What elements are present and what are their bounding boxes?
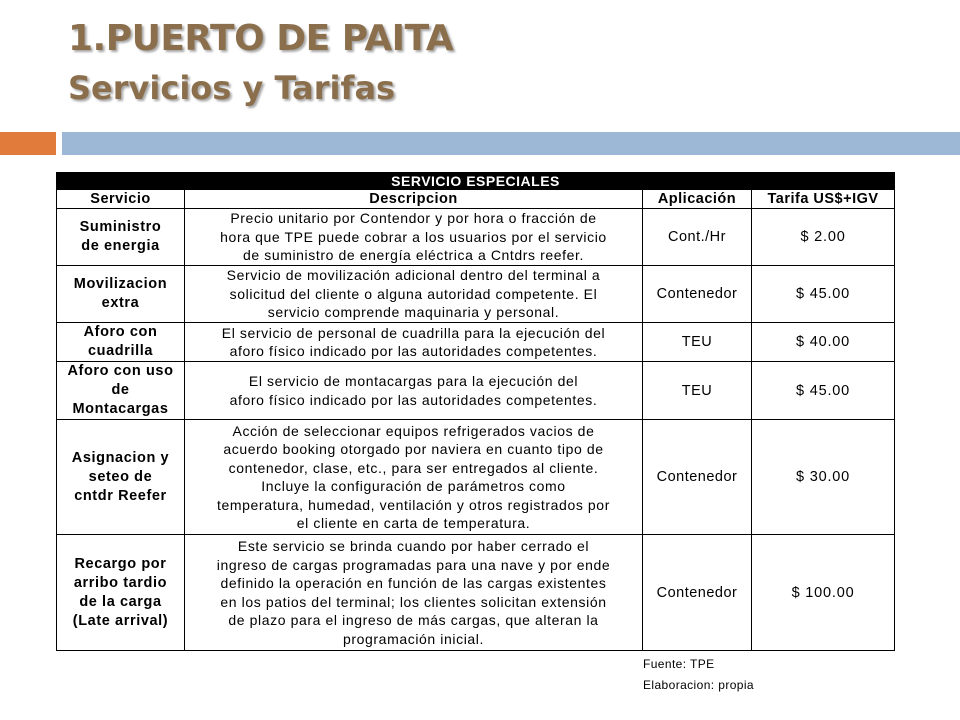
descripcion-line: temperatura, humedad, ventilación y otros registrados por: [217, 496, 610, 513]
servicio-line: de: [111, 382, 130, 398]
cell-servicio: [57, 362, 185, 420]
table-row: [57, 535, 895, 651]
cell-descripcion: [185, 420, 643, 535]
descripcion-line: el cliente en carta de temperatura.: [296, 515, 531, 531]
elaboration-note: Elaboracion: propia: [643, 678, 755, 692]
header-tarifa: Tarifa US$+IGV: [752, 190, 895, 209]
servicio-line: extra: [101, 295, 140, 311]
cell-descripcion: [185, 323, 643, 362]
cell-descripcion: [185, 535, 643, 651]
cell-descripcion: [185, 266, 643, 323]
cell-tarifa: $ 45.00: [752, 362, 895, 420]
header-servicio: Servicio: [57, 190, 185, 209]
descripcion-line: acuerdo booking otorgado por naviera en cuanto tipo de: [223, 441, 604, 457]
source-note: Fuente: TPE: [643, 657, 715, 671]
table-row: [57, 209, 895, 266]
table-row: [57, 266, 895, 323]
cell-tarifa: $ 30.00: [752, 420, 895, 535]
cell-servicio: [57, 420, 185, 535]
slide-title-line2: Servicios y Tarifas: [68, 69, 396, 107]
servicio-line: (Late arrival): [72, 612, 169, 629]
descripcion-line: definido la operación en función de las cargas existentes: [220, 575, 607, 591]
descripcion-line: Servicio de movilización adicional dentro del terminal a: [226, 267, 601, 284]
descripcion-line: Este servicio se brinda cuando por haber cerrado el: [237, 538, 590, 554]
cell-aplicacion: TEU: [643, 323, 752, 362]
cell-servicio: [57, 209, 185, 266]
descripcion-line: programación inicial.: [343, 630, 484, 647]
descripcion-line: en los patios del terminal; los clientes solicitan extensión: [220, 593, 607, 610]
servicio-line: Movilizacion: [73, 276, 168, 292]
descripcion-line: de suministro de energía eléctrica a Cntdrs reefer.: [242, 247, 585, 264]
title-divider-bar: [62, 132, 960, 155]
servicio-line: Recargo por: [74, 555, 167, 572]
servicio-line: Aforo con uso: [67, 363, 174, 379]
slide-title-line1: 1.PUERTO DE PAITA: [68, 18, 454, 59]
servicio-line: cntdr Reefer: [74, 487, 167, 504]
descripcion-line: hora que TPE puede cobrar a los usuarios por el servicio: [220, 228, 607, 245]
header-descripcion: Descripcion: [185, 190, 643, 209]
servicio-line: de la carga: [79, 593, 162, 610]
servicio-line: seteo de: [88, 468, 153, 485]
servicio-line: Aforo con: [83, 324, 158, 340]
cell-aplicacion: Contenedor: [643, 535, 752, 651]
descripcion-line: solicitud del cliente o alguna autoridad competente. El: [229, 285, 598, 302]
cell-descripcion: [185, 209, 643, 266]
descripcion-line: El servicio de personal de cuadrilla para la ejecución del: [221, 324, 606, 341]
cell-aplicacion: TEU: [643, 362, 752, 420]
descripcion-line: aforo físico indicado por las autoridades competentes.: [229, 343, 598, 359]
descripcion-line: de plazo para el ingreso de más cargas, que alteran la: [228, 612, 599, 628]
table-row: [57, 420, 895, 535]
header-aplicacion: Aplicación: [643, 190, 752, 209]
descripcion-line: ingreso de cargas programadas para una nave y por ende: [216, 556, 611, 573]
cell-servicio: [57, 266, 185, 323]
cell-descripcion: [185, 362, 643, 420]
descripcion-line: Incluye la configuración de parámetros como: [261, 478, 566, 494]
table-row: [57, 323, 895, 362]
table-banner: SERVICIO ESPECIALES: [57, 173, 895, 190]
servicio-line: arribo tardio: [73, 574, 168, 591]
descripcion-line: Acción de seleccionar equipos refrigerados vacios de: [232, 422, 595, 439]
descripcion-line: servicio comprende maquinaria y personal.: [267, 304, 560, 321]
tariff-table: [56, 172, 895, 651]
servicio-line: Asignacion y: [71, 449, 170, 466]
cell-tarifa: $ 45.00: [752, 266, 895, 323]
cell-tarifa: $ 100.00: [752, 535, 895, 651]
cell-aplicacion: Cont./Hr: [643, 209, 752, 266]
descripcion-line: aforo físico indicado por las autoridades competentes.: [229, 391, 598, 408]
descripcion-line: El servicio de montacargas para la ejecución del: [248, 373, 579, 389]
servicio-line: Montacargas: [72, 401, 169, 417]
table-row: [57, 362, 895, 420]
servicio-line: cuadrilla: [87, 343, 154, 359]
accent-bar: [0, 132, 56, 155]
servicio-line: de energia: [81, 238, 160, 254]
cell-tarifa: $ 2.00: [752, 209, 895, 266]
descripcion-line: Precio unitario por Contendor y por hora o fracción de: [230, 210, 597, 227]
cell-servicio: [57, 323, 185, 362]
cell-aplicacion: Contenedor: [643, 420, 752, 535]
servicio-line: Suministro: [79, 219, 162, 235]
cell-servicio: [57, 535, 185, 651]
descripcion-line: contenedor, clase, etc., para ser entregados al cliente.: [228, 459, 599, 476]
cell-tarifa: $ 40.00: [752, 323, 895, 362]
cell-aplicacion: Contenedor: [643, 266, 752, 323]
